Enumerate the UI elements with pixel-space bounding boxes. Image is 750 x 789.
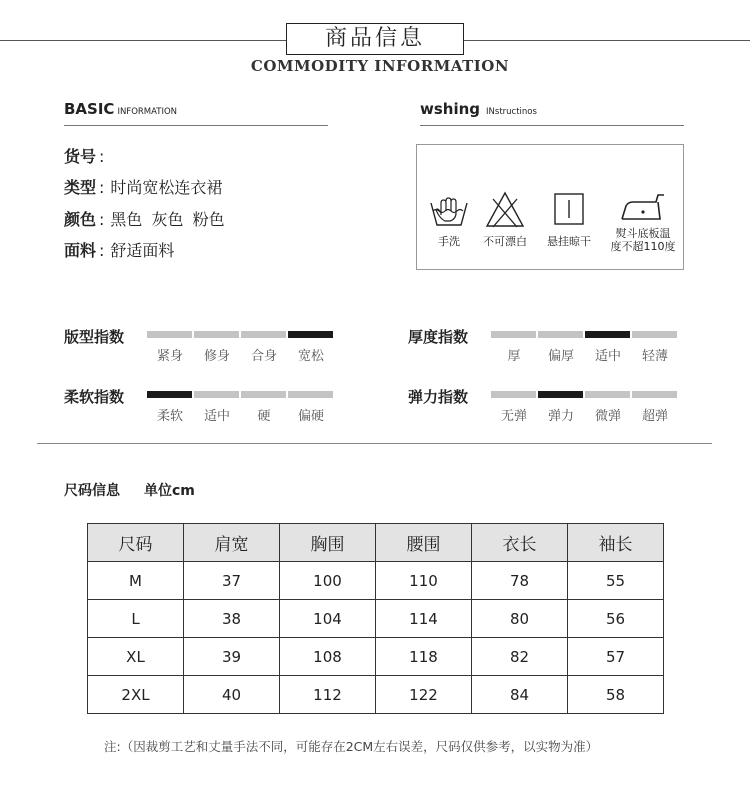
index-segment-label: 轻薄 <box>641 349 668 364</box>
table-cell: 82 <box>472 638 568 676</box>
hang-dry-icon <box>547 189 591 231</box>
table-cell: 78 <box>472 562 568 600</box>
index-segment-label: 厚 <box>507 349 521 364</box>
table-row <box>88 676 664 714</box>
table-cell: 57 <box>568 638 664 676</box>
page-subtitle: COMMODITY INFORMATION <box>250 57 510 75</box>
header-line-right <box>464 40 750 41</box>
index-segment <box>491 331 536 338</box>
basic-title: BASIC <box>64 100 115 118</box>
size-note: 注:（因裁剪工艺和丈量手法不同，可能存在2CM左右误差，尺码仅供参考，以实物为准） <box>104 739 599 754</box>
iron-icon <box>618 189 668 227</box>
index-title-thickness: 厚度指数 <box>408 328 469 346</box>
basic-underline <box>64 125 328 126</box>
index-segment-label: 超弹 <box>641 409 668 424</box>
table-cell: M <box>88 562 184 600</box>
index-title-softness: 柔软指数 <box>64 388 125 406</box>
table-cell: 58 <box>568 676 664 714</box>
table-cell: 108 <box>280 638 376 676</box>
info-row-item-no: 货号 : <box>64 147 105 166</box>
table-cell: 118 <box>376 638 472 676</box>
wash-underline <box>420 125 684 126</box>
table-cell: 122 <box>376 676 472 714</box>
basic-title-small: INFORMATION <box>117 107 178 117</box>
index-segment-label: 修身 <box>203 349 230 364</box>
header-cell: 腰围 <box>376 524 472 562</box>
index-segment-label: 适中 <box>203 409 230 424</box>
info-row-fabric: 面料 : 舒适面料 <box>64 241 175 260</box>
info-row-color: 颜色 : 黑色 灰色 粉色 <box>64 210 225 229</box>
wash-item-hand: 手洗 <box>425 189 473 248</box>
page-title: 商品信息 <box>286 23 464 55</box>
index-segment-label: 微弹 <box>594 409 621 424</box>
size-unit: 单位cm <box>144 483 195 499</box>
section-divider <box>37 443 712 444</box>
size-heading <box>64 480 195 500</box>
table-cell: 2XL <box>88 676 184 714</box>
index-segment-label: 适中 <box>594 349 621 364</box>
header-cell: 胸围 <box>280 524 376 562</box>
table-cell: 114 <box>376 600 472 638</box>
header-line-left <box>0 40 286 41</box>
header-cell: 衣长 <box>472 524 568 562</box>
index-segment-label: 偏厚 <box>547 349 574 364</box>
index-segment-label: 紧身 <box>156 349 183 364</box>
index-title-fit: 版型指数 <box>64 328 125 346</box>
table-row <box>88 638 664 676</box>
wash-item-iron: 熨斗底板温 度不超110度 <box>605 189 681 253</box>
wash-item-hang-dry: 悬挂晾干 <box>539 189 599 248</box>
table-cell: 104 <box>280 600 376 638</box>
index-segment <box>632 331 677 338</box>
index-segment <box>585 391 630 398</box>
table-cell: 80 <box>472 600 568 638</box>
index-segment <box>288 391 333 398</box>
index-segment <box>288 331 333 338</box>
table-cell: 55 <box>568 562 664 600</box>
wash-item-no-bleach: 不可漂白 <box>475 189 535 248</box>
wash-title-small: INstructinos <box>486 107 537 117</box>
index-segment <box>538 391 583 398</box>
info-row-type: 类型 : 时尚宽松连衣裙 <box>64 178 223 197</box>
table-cell: 100 <box>280 562 376 600</box>
table-cell: XL <box>88 638 184 676</box>
index-segment <box>585 331 630 338</box>
table-cell: 84 <box>472 676 568 714</box>
table-cell: L <box>88 600 184 638</box>
table-cell: 40 <box>184 676 280 714</box>
header-cell: 肩宽 <box>184 524 280 562</box>
table-cell: 37 <box>184 562 280 600</box>
index-segment-label: 硬 <box>257 409 271 424</box>
index-segment <box>241 391 286 398</box>
basic-info-heading <box>64 100 177 118</box>
index-segment-label: 合身 <box>250 349 277 364</box>
header-cell: 袖长 <box>568 524 664 562</box>
index-segment <box>491 391 536 398</box>
size-title: 尺码信息 <box>64 483 120 499</box>
table-row <box>88 562 664 600</box>
no-bleach-icon <box>483 189 527 231</box>
table-cell: 112 <box>280 676 376 714</box>
index-segment <box>241 331 286 338</box>
index-segment-label: 柔软 <box>156 409 183 424</box>
index-segment-label: 弹力 <box>547 409 574 424</box>
index-title-elasticity: 弹力指数 <box>408 388 469 406</box>
table-cell: 38 <box>184 600 280 638</box>
wash-heading <box>420 100 537 118</box>
table-row <box>88 600 664 638</box>
index-segment <box>538 331 583 338</box>
index-segment-label: 偏硬 <box>297 409 324 424</box>
index-segment-label: 无弹 <box>500 409 527 424</box>
header-cell: 尺码 <box>88 524 184 562</box>
wash-instructions-box <box>416 144 684 270</box>
table-cell: 39 <box>184 638 280 676</box>
index-segment <box>147 331 192 338</box>
index-segment <box>147 391 192 398</box>
wash-title: wshing <box>420 100 481 118</box>
index-segment-label: 宽松 <box>297 349 324 364</box>
index-segment <box>632 391 677 398</box>
index-segment <box>194 391 239 398</box>
table-cell: 56 <box>568 600 664 638</box>
table-cell: 110 <box>376 562 472 600</box>
hand-wash-icon <box>427 189 471 231</box>
size-table-header <box>88 524 664 562</box>
index-segment <box>194 331 239 338</box>
size-table <box>87 523 664 714</box>
